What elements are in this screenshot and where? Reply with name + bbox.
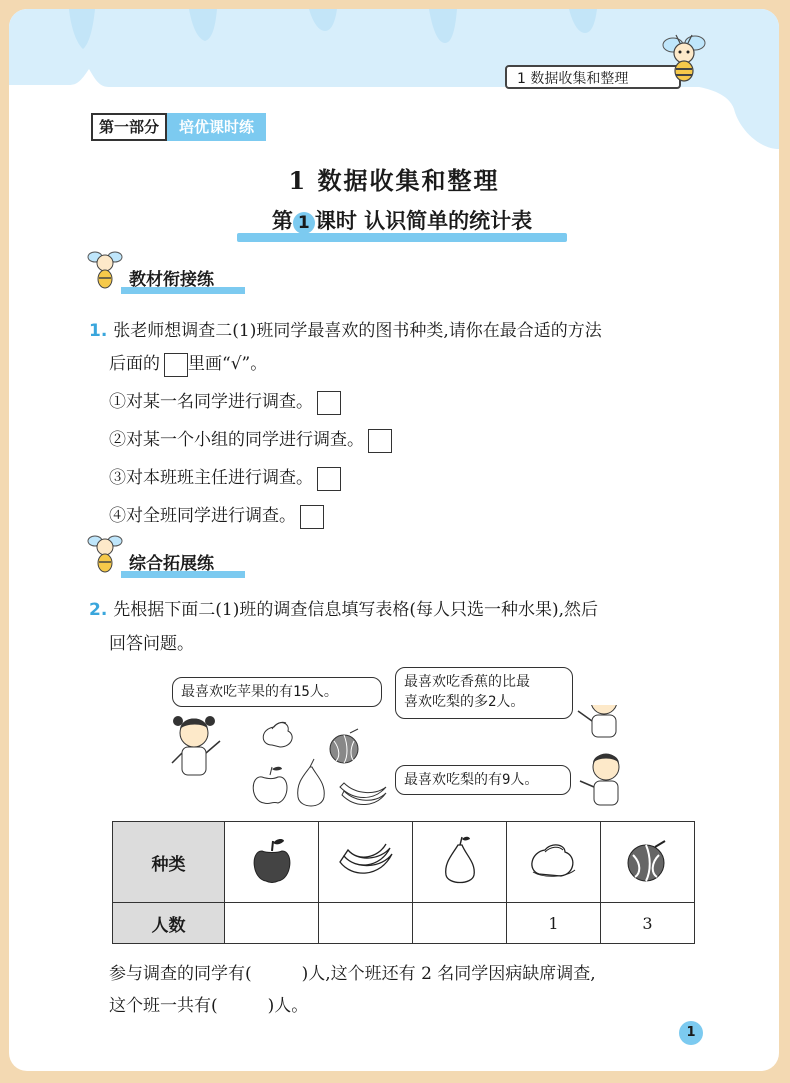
q1-text1: 张老师想调查二(1)班同学最喜欢的图书种类,请你在最合适的方法 [113, 321, 602, 341]
apple-illus-icon [253, 767, 287, 804]
table-cell-pear [413, 822, 507, 903]
chapter-header: 1 数据收集和整理 [505, 65, 681, 89]
illustration-scene [164, 705, 624, 815]
boy-right-icon [580, 754, 619, 805]
banana-illus-icon [340, 783, 386, 805]
watermelon-illus-icon [330, 729, 358, 763]
lesson-number: 1 [293, 212, 315, 234]
page-title: 1 数据收集和整理 [288, 166, 500, 195]
pear-illus-icon [298, 759, 325, 806]
count-peach: 1 [507, 903, 601, 944]
q1-option-1 [109, 387, 341, 415]
q1-option-4-checkbox[interactable] [300, 505, 324, 529]
page [9, 9, 779, 1071]
q2-answer-line2 [109, 991, 308, 1016]
girl-right-icon [578, 705, 618, 737]
q2-number: 2. [89, 600, 108, 620]
count-pear[interactable] [413, 903, 507, 944]
q1-line2 [109, 349, 267, 377]
table-cell-watermelon [601, 822, 695, 903]
apple-icon [252, 837, 292, 883]
table-header-count: 人数 [113, 903, 225, 944]
bubble-banana-line2: 喜欢吃梨的多2人。 [404, 694, 525, 710]
banana-icon [336, 840, 396, 880]
lesson-title [237, 205, 567, 235]
q1-option-2-text: ②对某一个小组的同学进行调查。 [109, 430, 364, 450]
q1-option-4-text: ④对全班同学进行调查。 [109, 506, 296, 526]
q1-line1 [89, 314, 602, 348]
q2-answer2a: 这个班一共有( [109, 996, 218, 1016]
q1-option-4 [109, 501, 324, 529]
q1-option-2 [109, 425, 392, 453]
page-number: 1 [679, 1021, 703, 1045]
bubble-banana-line1: 最喜欢吃香蕉的比最 [404, 674, 530, 690]
lesson-suffix: 课时 认识简单的统计表 [314, 209, 533, 233]
count-apple[interactable] [225, 903, 319, 944]
bee-section-icon [87, 245, 123, 295]
q2-answer2b: )人。 [267, 996, 309, 1016]
q2-answer1a: 参与调查的同学有( [109, 964, 252, 984]
count-banana[interactable] [319, 903, 413, 944]
bee-mascot-icon [659, 29, 709, 87]
section1-title: 教材衔接练 [129, 270, 214, 290]
q1-text2a: 后面的 [109, 354, 160, 374]
q1-option-1-checkbox[interactable] [317, 391, 341, 415]
table-cell-banana [319, 822, 413, 903]
q1-option-3-text: ③对本班班主任进行调查。 [109, 468, 313, 488]
q1-number: 1. [89, 321, 108, 341]
section2-title: 综合拓展练 [129, 554, 214, 574]
peach-icon [529, 840, 579, 880]
q2-line1 [89, 593, 598, 627]
bubble-pear: 最喜欢吃梨的有9人。 [395, 765, 571, 795]
part-sub-label: 培优课时练 [167, 113, 266, 141]
count-watermelon: 3 [601, 903, 695, 944]
q2-text1: 先根据下面二(1)班的调查信息填写表格(每人只选一种水果),然后 [113, 600, 599, 620]
q2-line2: 回答问题。 [109, 634, 194, 654]
q2-answer-line1 [109, 959, 596, 984]
bubble-apple: 最喜欢吃苹果的有15人。 [172, 677, 382, 707]
girl-left-icon [172, 716, 220, 775]
bee-section2-icon [87, 529, 123, 579]
q2-answer1b: )人,这个班还有 2 名同学因病缺席调查, [301, 964, 596, 984]
part-badge [91, 113, 266, 141]
q1-option-1-text: ①对某一名同学进行调查。 [109, 392, 313, 412]
q1-text2b: 里画“√”。 [188, 354, 268, 374]
part-label: 第一部分 [91, 113, 167, 141]
stats-table [112, 821, 695, 944]
q1-option-2-checkbox[interactable] [368, 429, 392, 453]
table-header-kind: 种类 [113, 822, 225, 903]
watermelon-icon [625, 837, 671, 883]
table-row [113, 822, 695, 903]
peach-illus-icon [263, 722, 292, 747]
table-row [113, 903, 695, 944]
lesson-prefix: 第 [271, 209, 293, 233]
table-cell-peach [507, 822, 601, 903]
pear-icon [442, 835, 478, 885]
q1-option-3 [109, 463, 341, 491]
table-cell-apple [225, 822, 319, 903]
answer-box-example [164, 353, 188, 377]
q1-option-3-checkbox[interactable] [317, 467, 341, 491]
